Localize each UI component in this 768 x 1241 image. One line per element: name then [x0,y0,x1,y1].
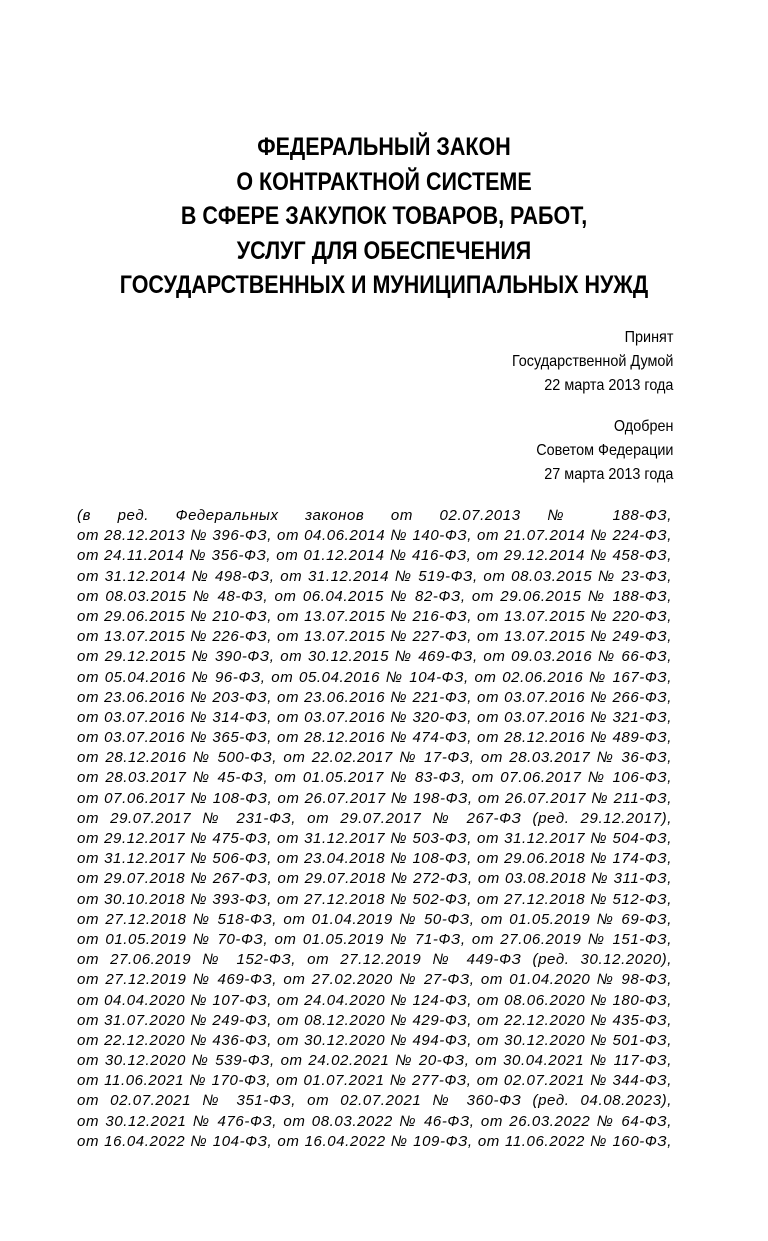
amendment-line-text: от 11.06.2021 № 170-ФЗ, от 01.07.2021 № 277-ФЗ, от 02.07.2021 № 344-ФЗ, [77,1072,672,1090]
amendment-line [77,768,672,788]
amendment-line-text: от 28.03.2017 № 45-ФЗ, от 01.05.2017 № 83-ФЗ, от 07.06.2017 № 106-ФЗ, [77,769,672,787]
amendment-line [77,728,672,748]
amendment-line-text: от 28.12.2016 № 500-ФЗ, от 22.02.2017 № 17-ФЗ, от 28.03.2017 № 36-ФЗ, [77,749,672,767]
approved-line: Советом Федерации [535,442,673,459]
amendment-line-text: от 30.12.2021 № 476-ФЗ, от 08.03.2022 № 46-ФЗ, от 26.03.2022 № 64-ФЗ, [77,1112,672,1130]
adopted-line: Государственной Думой [511,353,673,370]
amendment-line-text: от 02.07.2021 № 351-ФЗ, от 02.07.2021 № 360-ФЗ (ред. 04.08.2023), [77,1092,672,1110]
amendment-line-text: от 29.06.2015 № 210-ФЗ, от 13.07.2015 № 216-ФЗ, от 13.07.2015 № 220-ФЗ, [77,607,672,625]
amendment-line [77,627,672,647]
amendment-line [77,1031,672,1051]
amendment-line [77,829,672,849]
amendment-line-text: от 30.10.2018 № 393-ФЗ, от 27.12.2018 № 502-ФЗ, от 27.12.2018 № 512-ФЗ, [77,890,672,908]
amendment-line-text: от 31.07.2020 № 249-ФЗ, от 08.12.2020 № 429-ФЗ, от 22.12.2020 № 435-ФЗ, [77,1011,672,1029]
amendment-line [77,789,672,809]
amendment-line [77,668,672,688]
amendment-line [77,910,672,930]
amendment-line-text: от 01.05.2019 № 70-ФЗ, от 01.05.2019 № 71-ФЗ, от 27.06.2019 № 151-ФЗ, [77,930,672,948]
title-line: УСЛУГ ДЛЯ ОБЕСПЕЧЕНИЯ [236,236,532,265]
amendment-line [77,546,672,566]
amendment-line-text: (в ред. Федеральных законов от 02.07.2013 № 188-ФЗ, [77,507,672,524]
amendment-line [77,1011,672,1031]
amendment-line [77,890,672,910]
amendment-line [77,950,672,970]
amendment-line-text: от 29.07.2018 № 267-ФЗ, от 29.07.2018 № 272-ФЗ, от 03.08.2018 № 311-ФЗ, [77,870,672,888]
title-line: О КОНТРАКТНОЙ СИСТЕМЕ [236,167,532,196]
amendment-line-text: от 27.06.2019 № 152-ФЗ, от 27.12.2019 № 449-ФЗ (ред. 30.12.2020), [77,951,672,969]
amendment-line-text: от 27.12.2018 № 518-ФЗ, от 01.04.2019 № 50-ФЗ, от 01.05.2019 № 69-ФЗ, [77,910,672,928]
amendment-line-text: от 22.12.2020 № 436-ФЗ, от 30.12.2020 № 494-ФЗ, от 30.12.2020 № 501-ФЗ, [77,1031,672,1049]
amendment-line-text: от 03.07.2016 № 314-ФЗ, от 03.07.2016 № 320-ФЗ, от 03.07.2016 № 321-ФЗ, [77,708,672,726]
amendment-line [77,587,672,607]
approved-line: 27 марта 2013 года [543,466,673,483]
amendment-line [77,688,672,708]
amendment-line-text: от 29.12.2017 № 475-ФЗ, от 31.12.2017 № 503-ФЗ, от 31.12.2017 № 504-ФЗ, [77,830,672,847]
amendment-line-text: от 28.12.2013 № 396-ФЗ, от 04.06.2014 № 140-ФЗ, от 21.07.2014 № 224-ФЗ, [77,527,672,545]
amendment-line-text: от 30.12.2020 № 539-ФЗ, от 24.02.2021 № 20-ФЗ, от 30.04.2021 № 117-ФЗ, [77,1052,672,1070]
amendment-line-text: от 05.04.2016 № 96-ФЗ, от 05.04.2016 № 104-ФЗ, от 02.06.2016 № 167-ФЗ, [77,668,672,686]
amendment-line-text: от 23.06.2016 № 203-ФЗ, от 23.06.2016 № 221-ФЗ, от 03.07.2016 № 266-ФЗ, [77,688,672,706]
law-title [105,130,662,303]
title-line: ГОСУДАРСТВЕННЫХ И МУНИЦИПАЛЬНЫХ НУЖД [119,271,649,299]
amendment-line [77,1051,672,1071]
amendment-line-text: от 24.11.2014 № 356-ФЗ, от 01.12.2014 № 416-ФЗ, от 29.12.2014 № 458-ФЗ, [77,547,672,565]
amendment-line [77,849,672,869]
amendment-line [77,647,672,667]
amendment-line [77,526,672,546]
amendment-line [77,809,672,829]
amendment-line-text: от 08.03.2015 № 48-ФЗ, от 06.04.2015 № 82-ФЗ, от 29.06.2015 № 188-ФЗ, [77,587,672,605]
amendment-line [77,607,672,627]
amendment-line-text: от 03.07.2016 № 365-ФЗ, от 28.12.2016 № 474-ФЗ, от 28.12.2016 № 489-ФЗ, [77,729,672,747]
amendment-line [77,567,672,587]
adopted-block [512,326,673,398]
amendment-line [77,708,672,728]
amendment-line-text: от 31.12.2014 № 498-ФЗ, от 31.12.2014 № 519-ФЗ, от 08.03.2015 № 23-ФЗ, [77,567,672,585]
amendment-line [77,748,672,768]
adopted-line: Принят [624,329,673,346]
amendment-line [77,991,672,1011]
amendment-line-text: от 29.07.2017 № 231-ФЗ, от 29.07.2017 № 267-ФЗ (ред. 29.12.2017), [77,809,672,827]
amendment-line [77,506,672,526]
amendment-line [77,930,672,950]
amendment-line-text: от 29.12.2015 № 390-ФЗ, от 30.12.2015 № 469-ФЗ, от 09.03.2016 № 66-ФЗ, [77,648,672,666]
amendment-line-text: от 16.04.2022 № 104-ФЗ, от 16.04.2022 № 109-ФЗ, от 11.06.2022 № 160-ФЗ, [77,1132,672,1150]
amendment-line-text: от 31.12.2017 № 506-ФЗ, от 23.04.2018 № 108-ФЗ, от 29.06.2018 № 174-ФЗ, [77,850,672,868]
amendment-line-text: от 13.07.2015 № 226-ФЗ, от 13.07.2015 № 227-ФЗ, от 13.07.2015 № 249-ФЗ, [77,628,672,646]
amendment-line [77,1071,672,1091]
amendment-line-text: от 04.04.2020 № 107-ФЗ, от 24.04.2020 № 124-ФЗ, от 08.06.2020 № 180-ФЗ, [77,991,672,1009]
amendment-line [77,869,672,889]
amendment-line [77,1091,672,1111]
title-line: ФЕДЕРАЛЬНЫЙ ЗАКОН [257,133,511,161]
approved-block [536,415,673,487]
amendment-line [77,1132,672,1152]
amendment-line [77,1112,672,1132]
title-line: В СФЕРЕ ЗАКУПОК ТОВАРОВ, РАБОТ, [180,202,588,230]
amendments-list [77,506,672,1152]
amendment-line-text: от 07.06.2017 № 108-ФЗ, от 26.07.2017 № 198-ФЗ, от 26.07.2017 № 211-ФЗ, [77,789,672,807]
amendment-line-text: от 27.12.2019 № 469-ФЗ, от 27.02.2020 № 27-ФЗ, от 01.04.2020 № 98-ФЗ, [77,971,672,989]
amendment-line [77,970,672,990]
approved-line: Одобрен [613,418,673,435]
adopted-line: 22 марта 2013 года [543,377,673,394]
